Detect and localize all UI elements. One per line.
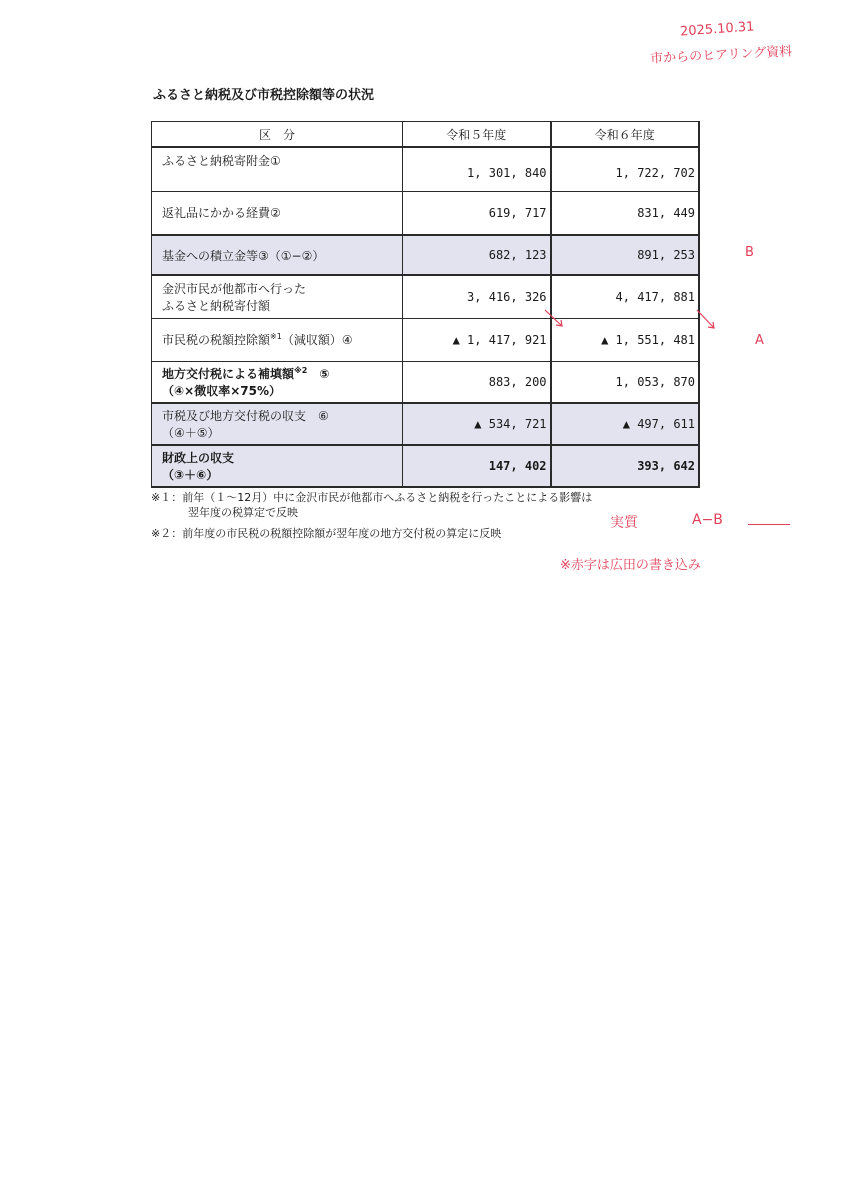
row-label-line1: 財政上の収支 (162, 451, 235, 465)
row-value-r6: 4, 417, 881 (551, 275, 699, 318)
row-label-line1: 金沢市民が他都市へ行った (162, 281, 307, 296)
header-r6: 令和６年度 (551, 122, 699, 148)
row-label: 返礼品にかかる経費② (152, 191, 403, 235)
arrow-r5 (545, 310, 562, 326)
handwritten-blank-line (748, 524, 790, 525)
header-category: 区 分 (152, 122, 403, 148)
row-label: 基金への積立金等③（①−②） (152, 235, 403, 275)
row-label-suffix: ⑤ (307, 366, 330, 381)
handwritten-source-note: 市からのヒアリング資料 (649, 44, 793, 67)
row-value-r5: 883, 200 (403, 361, 551, 403)
handwritten-letter-a: A (755, 333, 764, 348)
footnote-ref: ※2 (294, 365, 308, 375)
page-title: ふるさと納税及び市税控除額等の状況 (153, 88, 375, 103)
row-label-main: 市民税の税額控除額 (162, 333, 271, 347)
row-value-r6: 1, 053, 870 (551, 361, 699, 403)
row-label-main: 地方交付税による補填額 (162, 366, 295, 381)
row-value-r5: 1, 301, 840 (403, 147, 551, 191)
row-value-r5: 619, 717 (403, 191, 551, 235)
footnote-1-line1: ※１：前年（１〜12月）中に金沢市民が他都市へふるさと納税を行ったことによる影響は (151, 491, 593, 504)
row-label-line2: （④×徴収率×75%） (162, 383, 281, 398)
row-label: ふるさと納税寄附金① (152, 147, 403, 191)
footnote-2: ※２：前年度の市民税の税額控除額が翌年度の地方交付税の算定に反映 (151, 527, 502, 540)
footnote-1-line2: 翌年度の税算定で反映 (188, 506, 298, 519)
row-value-r6: 831, 449 (551, 191, 699, 235)
row-label-line2: （④＋⑤） (162, 426, 220, 440)
row-value-r6: ▲ 1, 551, 481 (551, 318, 699, 361)
row-value-r6: ▲ 497, 611 (551, 403, 699, 445)
row-label-line2: （③＋⑥） (162, 468, 219, 482)
row-value-r5: ▲ 1, 417, 921 (403, 318, 551, 361)
handwritten-formula: A−B (692, 512, 723, 528)
row-label-suffix: （減収額）④ (281, 333, 353, 347)
row-value-r5: 682, 123 (403, 235, 551, 275)
arrow-r6 (697, 310, 714, 328)
row-label-line2: ふるさと納税寄付額 (162, 298, 271, 313)
row-label-line1: 市税及び地方交付税の収支 ⑥ (162, 409, 329, 423)
row-value-r6: 393, 642 (551, 445, 699, 487)
handwritten-red-note: ※赤字は広田の書き込み (560, 558, 701, 573)
header-r5: 令和５年度 (403, 122, 551, 148)
row-value-r5: ▲ 534, 721 (403, 403, 551, 445)
row-value-r5: 147, 402 (403, 445, 551, 487)
handwritten-real-label: 実質 (610, 515, 638, 531)
handwritten-letter-b: B (745, 245, 754, 260)
row-value-r6: 1, 722, 702 (551, 147, 699, 191)
footnote-ref: ※1 (270, 332, 282, 341)
row-value-r5: 3, 416, 326 (403, 275, 551, 318)
handwritten-date: 2025.10.31 (679, 19, 755, 40)
row-value-r6: 891, 253 (551, 235, 699, 275)
